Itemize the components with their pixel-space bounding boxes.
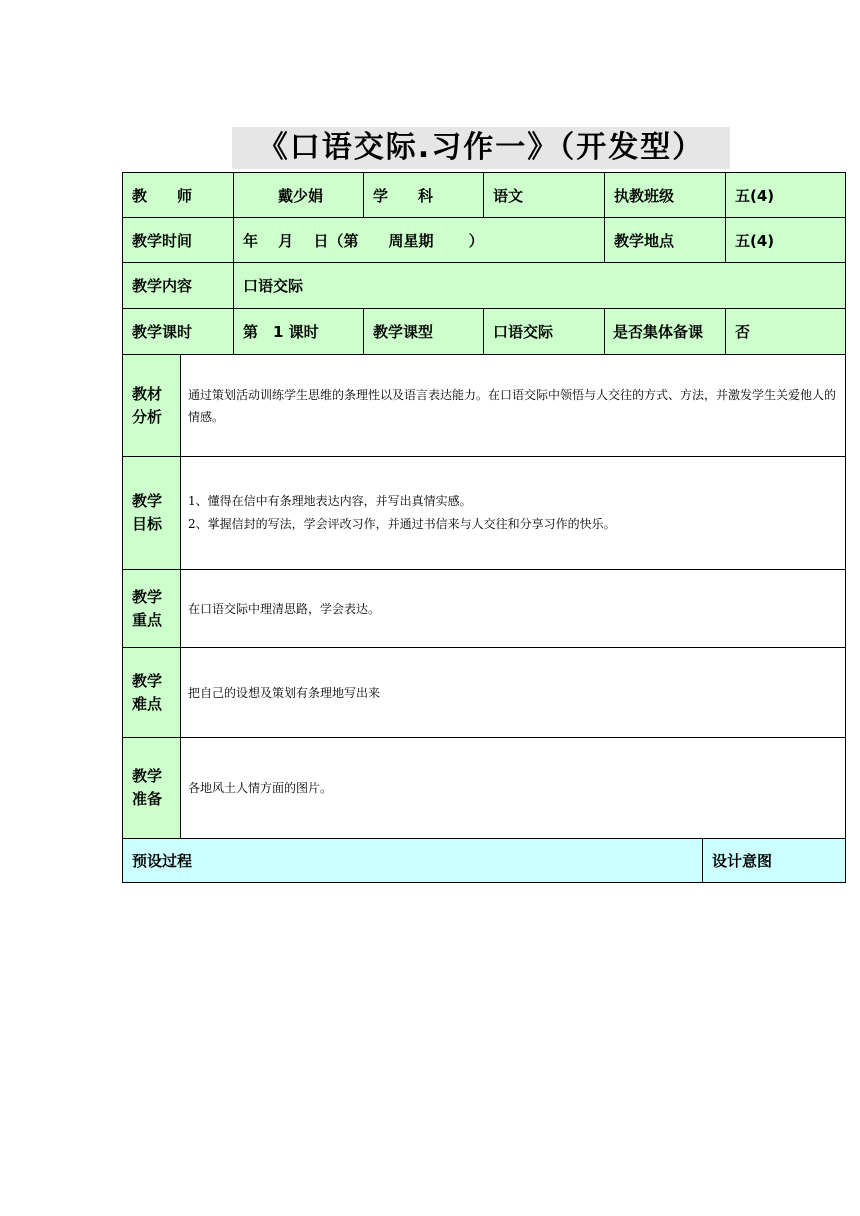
key-points-text-cell bbox=[180, 569, 846, 648]
subject-value-cell bbox=[483, 172, 605, 218]
preparation-label-cell bbox=[122, 737, 181, 839]
goals-label-line1: 教学 bbox=[132, 492, 163, 510]
hours-label: 教学课时 bbox=[132, 323, 193, 341]
goals-line-2: 2、掌握信封的写法，学会评改习作，并通过书信来与人交往和分享习作的快乐。 bbox=[188, 517, 616, 531]
difficulties-text-cell bbox=[180, 647, 846, 738]
key-points-label-line2: 重点 bbox=[132, 610, 163, 629]
difficulties-label-line2: 难点 bbox=[132, 694, 163, 713]
hours-value: 第 1 课时 bbox=[243, 323, 319, 341]
type-value: 口语交际 bbox=[493, 323, 554, 341]
preparation-label-line1: 教学 bbox=[132, 767, 163, 785]
analysis-text-cell bbox=[180, 354, 846, 457]
place-label: 教学地点 bbox=[614, 231, 675, 250]
class-label: 执教班级 bbox=[614, 186, 675, 205]
preparation-text: 各地风土人情方面的图片。 bbox=[188, 781, 333, 795]
title-banner bbox=[232, 127, 730, 169]
hours-value-cell bbox=[233, 308, 364, 355]
place-label-cell bbox=[604, 217, 726, 263]
intent-label: 设计意图 bbox=[712, 852, 773, 870]
difficulties-text: 把自己的设想及策划有条理地写出来 bbox=[188, 685, 381, 700]
goals-label-cell bbox=[122, 456, 181, 570]
class-value: 五(4) bbox=[735, 186, 775, 205]
teacher-label: 教 师 bbox=[132, 186, 193, 205]
place-value: 五(4) bbox=[735, 231, 775, 250]
time-label-cell bbox=[122, 217, 234, 263]
goals-line-1: 1、懂得在信中有条理地表达内容，并写出真情实感。 bbox=[188, 494, 472, 508]
difficulties-label-line1: 教学 bbox=[132, 671, 163, 690]
collective-value-cell bbox=[725, 308, 846, 355]
type-label-cell bbox=[363, 308, 484, 355]
analysis-label-line1: 教材 bbox=[132, 384, 163, 403]
teacher-value-cell bbox=[233, 172, 364, 218]
preparation-label-line2: 准备 bbox=[132, 790, 163, 808]
content-value: 口语交际 bbox=[243, 277, 304, 295]
subject-value: 语文 bbox=[493, 186, 524, 205]
class-label-cell bbox=[604, 172, 726, 218]
intent-label-cell bbox=[702, 838, 846, 883]
key-points-text: 在口语交际中理清思路，学会表达。 bbox=[188, 601, 381, 616]
analysis-text: 通过策划活动训练学生思维的条理性以及语言表达能力。在口语交际中领悟与人交往的方式、方法，并激发学生关爱他人的情感。 bbox=[188, 387, 837, 424]
goals-label-line2: 目标 bbox=[132, 515, 163, 533]
preparation-text-cell bbox=[180, 737, 846, 839]
collective-label: 是否集体备课 bbox=[613, 323, 704, 341]
type-value-cell bbox=[483, 308, 605, 355]
content-label-cell bbox=[122, 262, 234, 309]
process-label: 预设过程 bbox=[132, 852, 193, 870]
hours-label-cell bbox=[122, 308, 234, 355]
subject-label: 学 科 bbox=[373, 186, 434, 205]
subject-label-cell bbox=[363, 172, 484, 218]
time-value: 年 月 日（第 周星期 ） bbox=[243, 231, 484, 250]
teacher-value: 戴少娟 bbox=[278, 186, 324, 205]
class-value-cell bbox=[725, 172, 846, 218]
analysis-label-line2: 分析 bbox=[132, 407, 163, 426]
place-value-cell bbox=[725, 217, 846, 263]
difficulties-label-cell bbox=[122, 647, 181, 738]
content-label: 教学内容 bbox=[132, 277, 193, 295]
time-value-cell bbox=[233, 217, 605, 263]
collective-value: 否 bbox=[735, 323, 751, 341]
teacher-label-cell bbox=[122, 172, 234, 218]
process-label-cell bbox=[122, 838, 703, 883]
collective-label-cell bbox=[604, 308, 726, 355]
page-title: 《口语交际.习作一》（开发型） bbox=[257, 130, 705, 165]
content-value-cell bbox=[233, 262, 846, 309]
type-label: 教学课型 bbox=[373, 323, 434, 341]
key-points-label-line1: 教学 bbox=[132, 587, 163, 606]
time-label: 教学时间 bbox=[132, 231, 193, 250]
analysis-label-cell bbox=[122, 354, 181, 457]
key-points-label-cell bbox=[122, 569, 181, 648]
goals-text-cell bbox=[180, 456, 846, 570]
